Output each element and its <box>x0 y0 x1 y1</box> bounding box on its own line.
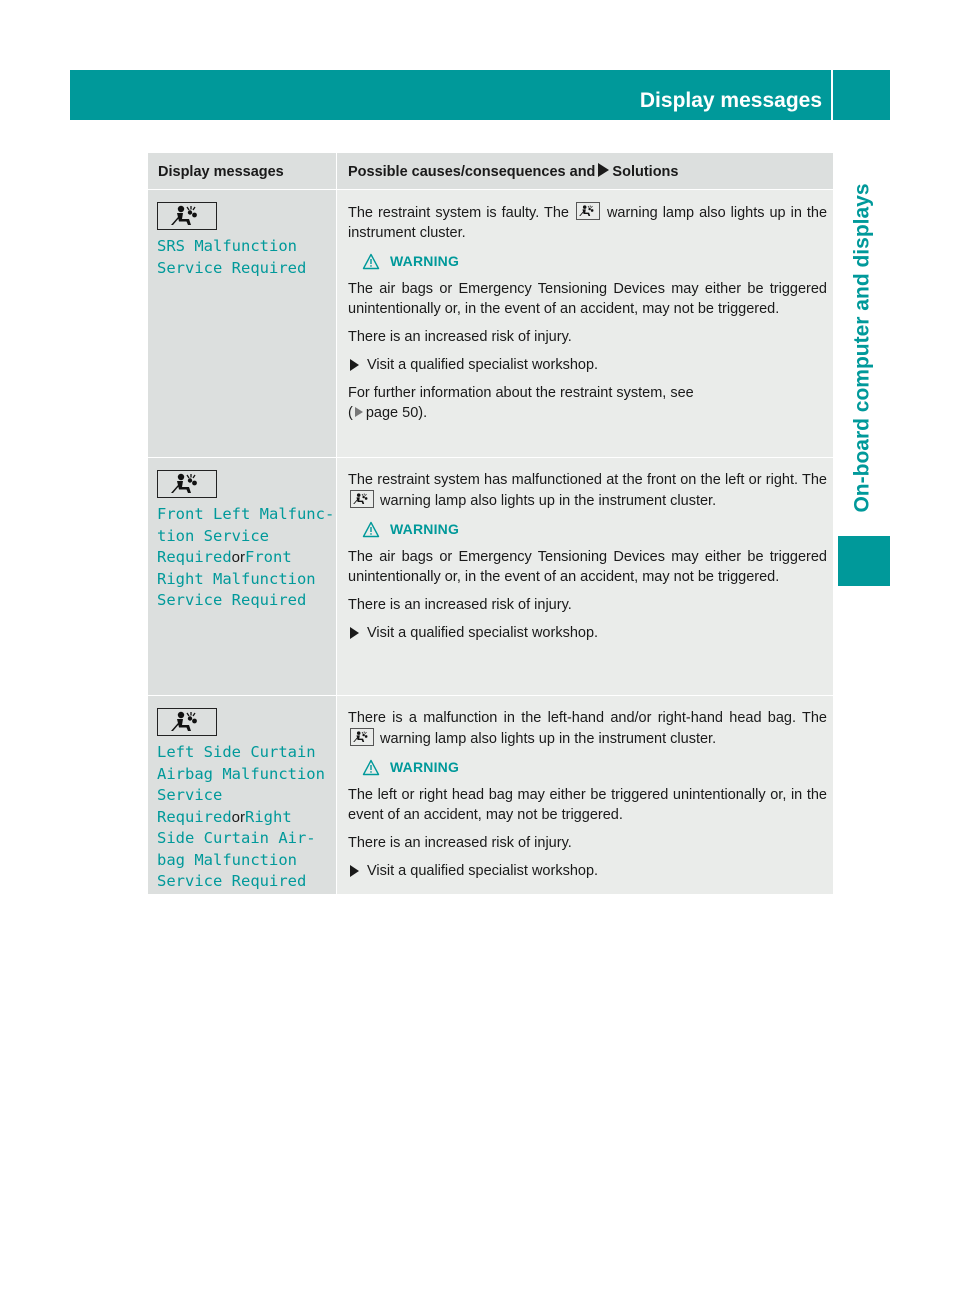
warning-heading <box>348 251 827 271</box>
row-intro <box>348 202 827 243</box>
airbag-warning-icon <box>350 728 374 746</box>
intro-text-cont: warning lamp also lights up in the instrument cluster. <box>380 731 717 747</box>
airbag-warning-icon <box>157 470 217 498</box>
row-intro <box>348 470 827 511</box>
or-word: or <box>231 549 245 566</box>
instruction-item <box>348 355 827 375</box>
airbag-warning-icon <box>157 202 217 230</box>
message-cell <box>148 696 336 894</box>
causes-cell <box>336 696 833 894</box>
risk-text: There is an increased risk of injury. <box>348 329 572 345</box>
message-line: Airbag Malfunction <box>157 764 325 783</box>
action-arrow-icon <box>350 627 359 639</box>
col-header-messages: Display messages <box>158 164 284 180</box>
display-messages-table <box>148 153 833 894</box>
message-line: Right Malfunction <box>157 569 316 588</box>
message-line: Service Required <box>157 872 307 890</box>
message-line: Service <box>157 786 223 804</box>
warning-heading <box>348 519 827 539</box>
or-word: or <box>231 808 245 826</box>
risk-text: There is an increased risk of injury. <box>348 597 572 613</box>
col-header-causes <box>336 153 833 189</box>
warning-text: The air bags or Emergency Tensioning Devices may either be triggered unintentionally or, in the event of an accident, may not be triggered. <box>348 549 827 585</box>
solutions-arrow-icon <box>598 163 609 177</box>
message-part: Front <box>245 548 292 566</box>
message-line: Left Side Curtain <box>157 743 316 761</box>
message-line-with-or <box>157 547 328 569</box>
warning-text: The air bags or Emergency Tensioning Devices may either be triggered unintentionally or, in the event of an accident, may not be triggered. <box>348 281 827 317</box>
warning-triangle-icon <box>362 521 380 538</box>
warning-text: The left or right head bag may either be triggered unintentionally or, in the event of an accident, may not be triggered. <box>348 787 827 823</box>
page-ref-link[interactable]: page 50). <box>365 405 428 421</box>
message-line: Service Required <box>157 591 307 609</box>
table-row <box>148 189 833 457</box>
header-divider <box>831 70 833 120</box>
message-line: Front Left Malfunc‐ <box>157 505 335 523</box>
causes-cell <box>336 458 833 695</box>
further-info: For further information about the restraint system, see ( page 50). <box>348 385 694 421</box>
intro-text-cont: warning lamp also lights up in the instrument cluster. <box>348 205 828 241</box>
airbag-warning-icon <box>350 490 374 508</box>
message-cell <box>148 458 336 695</box>
further-info-text: For further information about the restraint system, see <box>348 385 694 401</box>
risk-text: There is an increased risk of injury. <box>348 835 572 851</box>
instruction-text: Visit a qualified specialist workshop. <box>367 625 599 641</box>
table-row <box>148 457 833 695</box>
message-line-with-or <box>157 807 328 829</box>
causes-cell <box>336 190 833 457</box>
message-part: Right <box>245 807 292 826</box>
page-ref-arrow-icon <box>355 407 363 417</box>
row-intro <box>348 708 827 749</box>
instruction-item <box>348 623 827 643</box>
message-line: tion Service <box>157 526 269 545</box>
page-header-title: Display messages <box>639 89 822 112</box>
warning-label: WARNING <box>390 521 460 537</box>
warning-label: WARNING <box>390 253 460 269</box>
message-part: Required <box>157 807 232 826</box>
instruction-text: Visit a qualified specialist workshop. <box>367 357 599 373</box>
page-header-bar <box>70 70 947 120</box>
side-tab <box>838 155 888 540</box>
intro-text: The restraint system has malfunctioned at the front on the left or right. The <box>348 472 827 488</box>
message-part: Required <box>157 548 232 566</box>
intro-text: The restraint system is faulty. The <box>348 205 569 221</box>
side-tab-label: On-board computer and displays <box>851 182 874 513</box>
warning-triangle-icon <box>362 759 380 776</box>
message-line: SRS Malfunction <box>157 237 297 255</box>
action-arrow-icon <box>350 359 359 371</box>
message-line: bag Malfunction <box>157 850 297 869</box>
intro-text: There is a malfunction in the left-hand and/or right-hand head bag. The <box>348 710 827 726</box>
instruction-text: Visit a qualified specialist workshop. <box>367 863 599 879</box>
warning-label: WARNING <box>390 759 460 775</box>
message-line: Side Curtain Air‐ <box>157 829 316 847</box>
warning-triangle-icon <box>362 253 380 270</box>
col-header-causes-prefix: Possible causes/consequences and <box>348 164 596 180</box>
intro-text-cont: warning lamp also lights up in the instrument cluster. <box>380 493 717 509</box>
instruction-item <box>348 861 827 881</box>
message-cell <box>148 190 336 457</box>
table-row <box>148 695 833 894</box>
airbag-warning-icon <box>576 202 600 220</box>
page-number: 249 <box>916 91 947 111</box>
airbag-warning-icon <box>157 708 217 736</box>
side-tab-marker <box>838 536 890 586</box>
warning-heading <box>348 757 827 777</box>
col-header-causes-suffix: Solutions <box>612 164 679 180</box>
table-header <box>148 153 833 189</box>
action-arrow-icon <box>350 865 359 877</box>
message-line: Service Required <box>157 258 307 277</box>
